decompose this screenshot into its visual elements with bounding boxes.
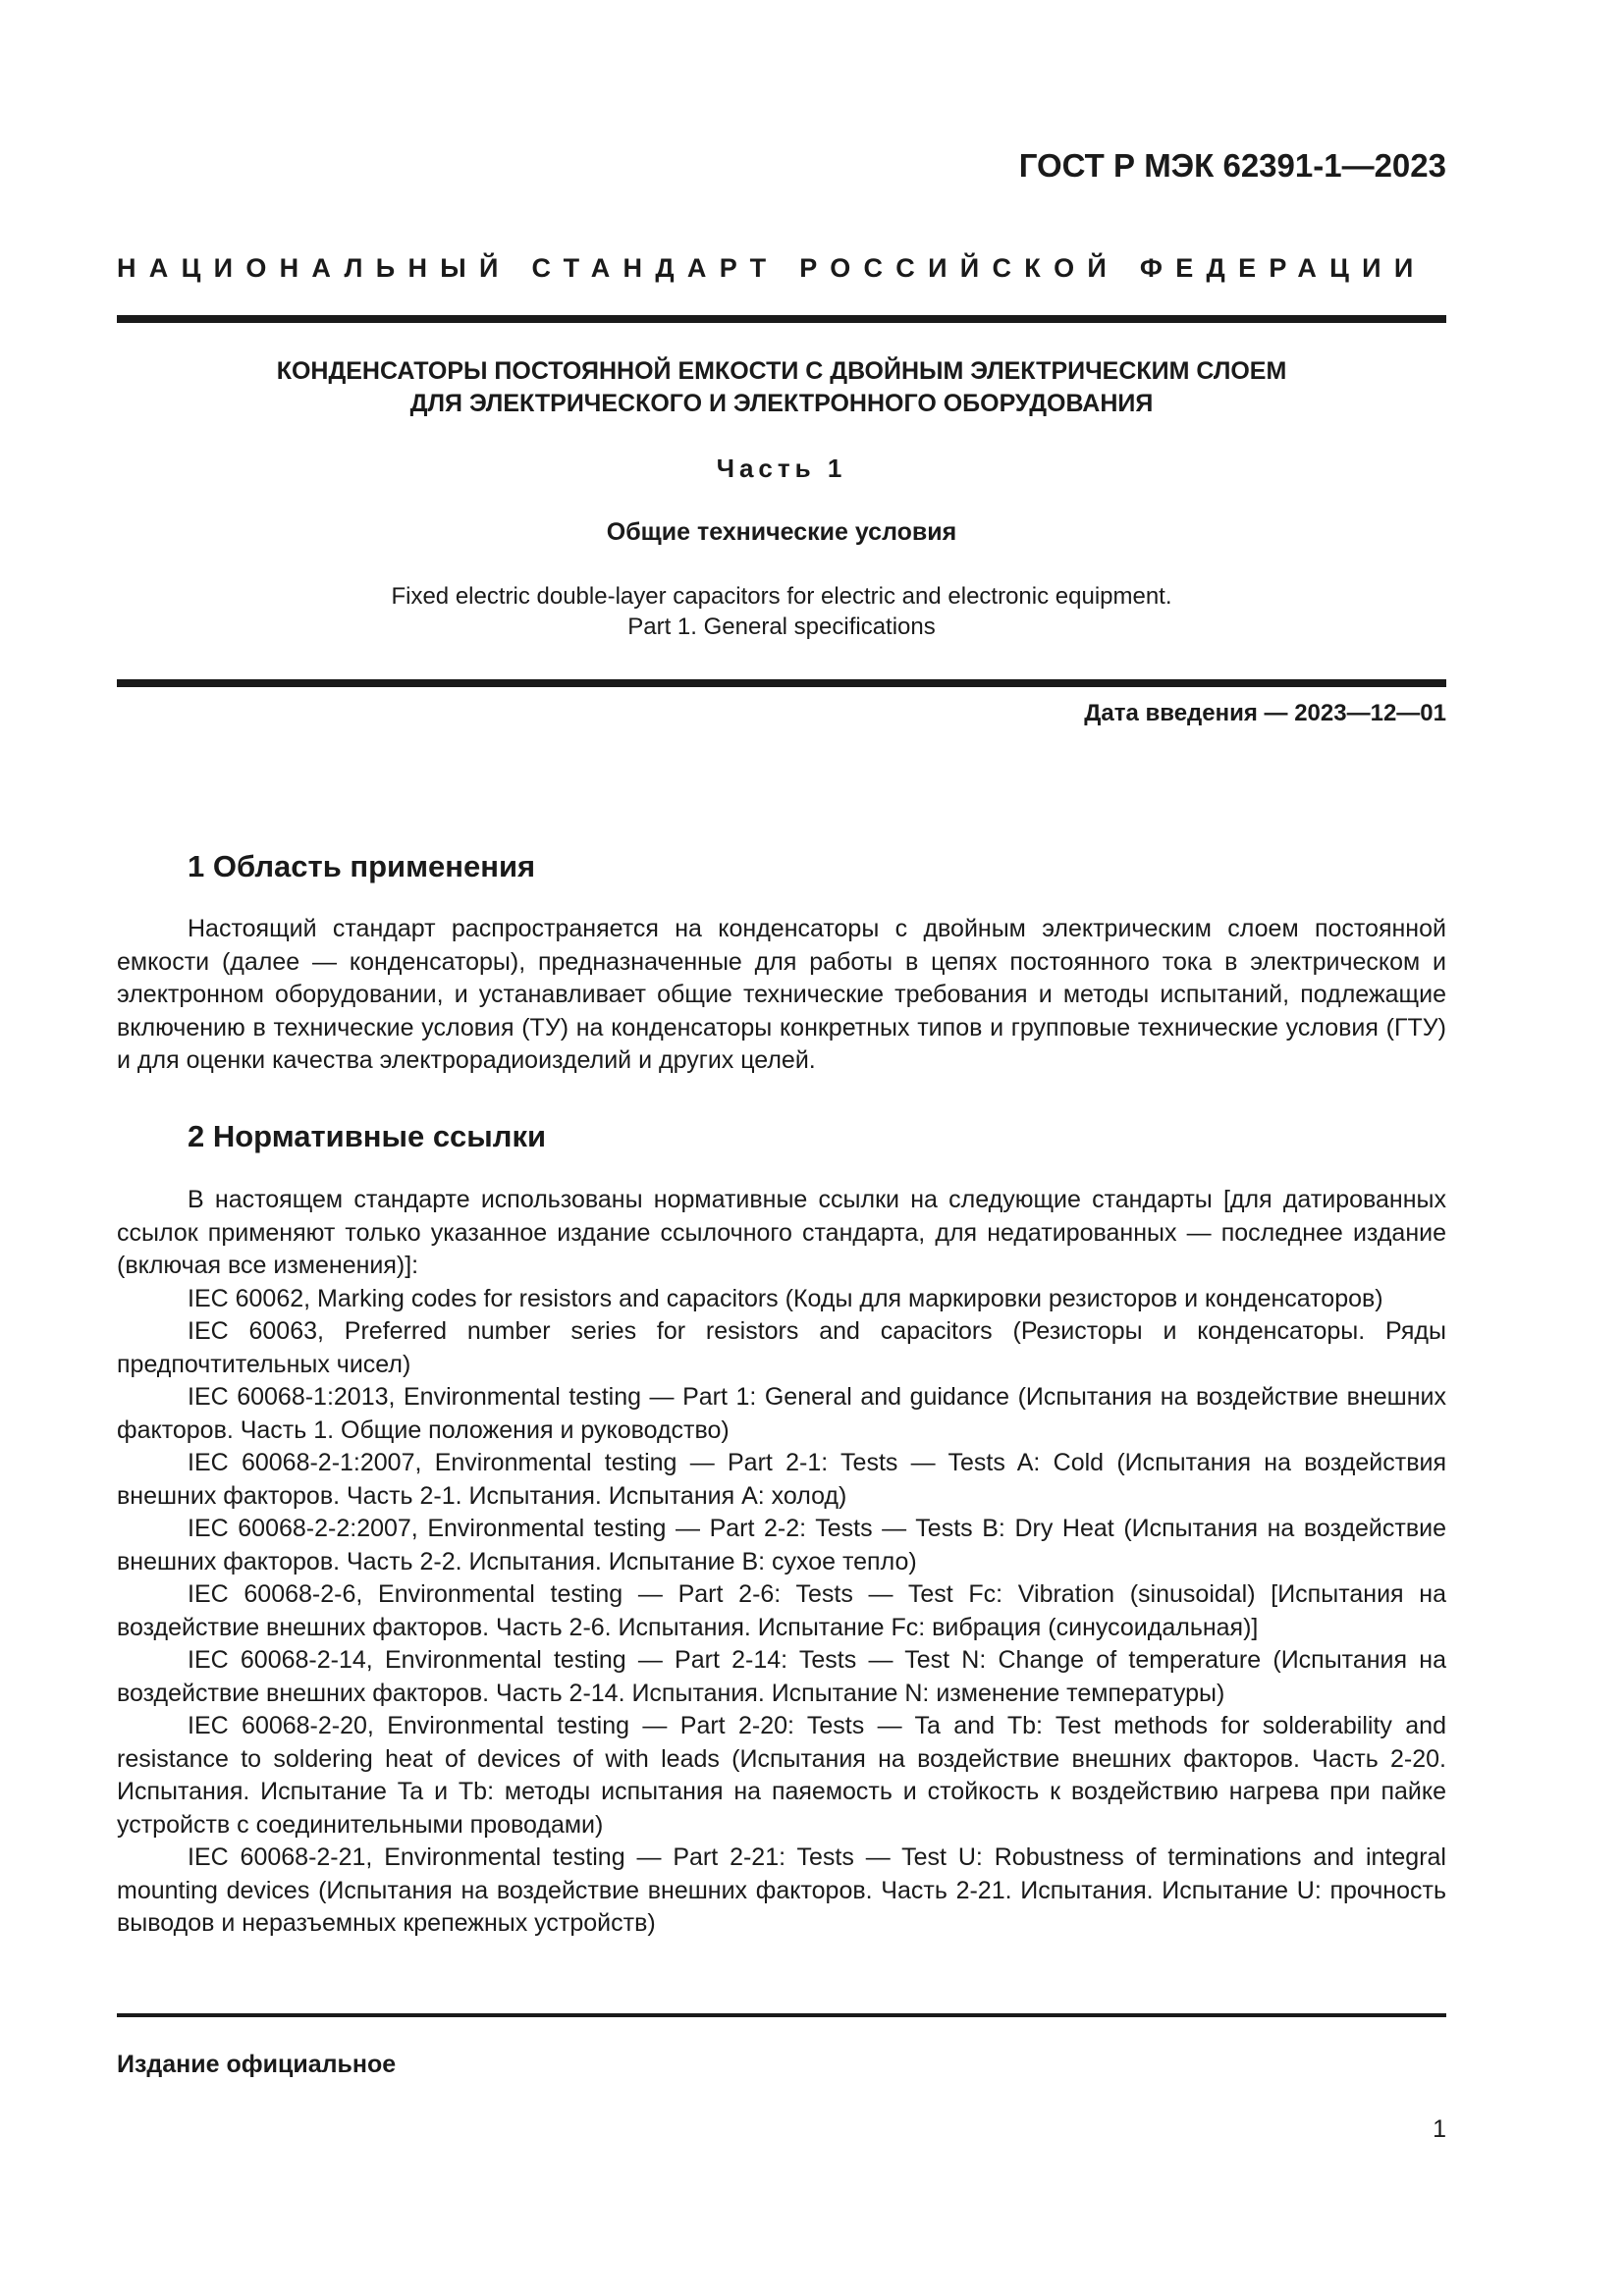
normative-references: [117, 1184, 1446, 1941]
top-divider: [117, 315, 1446, 323]
reference-item: IEC 60068-2-2:2007, Environmental testing — Part 2-2: Tests — Tests B: Dry Heat (Испытания на воздействие внешних факторов. Часть 2-2. Испытания. Испытание В: сухое тепло): [117, 1515, 1446, 1575]
part-label: Часть 1: [716, 454, 847, 483]
document-title: [117, 355, 1446, 420]
reference-item: IEC 60063, Preferred number series for resistors and capacitors (Резисторы и конденсаторы. Ряды предпочтительных чисел): [117, 1317, 1446, 1378]
reference-item: IEC 60068-2-14, Environmental testing — Part 2-14: Tests — Test N: Change of temperature (Испытания на воздействие внешних факторов. Часть 2-14. Испытания. Испытание N: изменение температуры): [117, 1646, 1446, 1707]
document-subtitle: Общие технические условия: [606, 518, 957, 546]
reference-item: IEC 60068-2-20, Environmental testing — Part 2-20: Tests — Ta and Tb: Test methods for solderability and resistance to soldering heat of devices of with leads (Испытания на воздействие внешних факторов. Часть 2-20. Испытания. Испытание Ta и Tb: методы испытания на паяемость и стойкость к воздействию нагрева при пайке устройств с соединительными проводами): [117, 1712, 1446, 1839]
title-line-2: ДЛЯ ЭЛЕКТРИЧЕСКОГО И ЭЛЕКТРОННОГО ОБОРУДОВАНИЯ: [409, 390, 1154, 417]
reference-item: IEC 60068-1:2013, Environmental testing — Part 1: General and guidance (Испытания на воздействие внешних факторов. Часть 1. Общие положения и руководство): [117, 1383, 1446, 1444]
section-1-heading: 1 Область применения: [188, 849, 536, 883]
introduction-date: Дата введения — 2023—12—01: [1084, 700, 1446, 726]
title-line-1: КОНДЕНСАТОРЫ ПОСТОЯННОЙ ЕМКОСТИ С ДВОЙНЫМ ЭЛЕКТРИЧЕСКИМ СЛОЕМ: [276, 357, 1287, 385]
national-standard-banner: НАЦИОНАЛЬНЫЙ СТАНДАРТ РОССИЙСКОЙ ФЕДЕРАЦИИ: [117, 253, 1427, 283]
official-edition-label: Издание официальное: [117, 2051, 397, 2078]
references-intro: В настоящем стандарте использованы нормативные ссылки на следующие стандарты [для датированных ссылок применяют только указанное издание ссылочного стандарта, для недатированных — последнее издание (включая все изменения)]:: [117, 1186, 1446, 1279]
reference-item: IEC 60068-2-6, Environmental testing — Part 2-6: Tests — Test Fc: Vibration (sinusoidal) [Испытания на воздействие внешних факторов. Часть 2-6. Испытания. Испытание Fc: вибрация (синусоидальная)]: [117, 1580, 1446, 1641]
section-2-heading: 2 Нормативные ссылки: [188, 1119, 547, 1153]
section-1-text: Настоящий стандарт распространяется на конденсаторы с двойным электрическим слоем постоянной емкости (далее — конденсаторы), предназначенные для работы в цепях постоянного тока в электрическом и электронном оборудовании, и устанавливает общие технические требования и методы испытаний, подлежащие включению в технические условия (ТУ) на конденсаторы конкретных типов и групповые технические условия (ГТУ) и для оценки качества электрорадиоизделий и других целей.: [117, 915, 1446, 1074]
reference-item: IEC 60068-2-1:2007, Environmental testing — Part 2-1: Tests — Tests A: Cold (Испытания на воздействия внешних факторов. Часть 2-1. Испытания. Испытания А: холод): [117, 1449, 1446, 1510]
middle-divider: [117, 679, 1446, 687]
english-title-line-1: Fixed electric double-layer capacitors for electric and electronic equipment.: [391, 583, 1172, 610]
reference-item: IEC 60068-2-21, Environmental testing — Part 2-21: Tests — Test U: Robustness of terminations and integral mounting devices (Испытания на воздействие внешних факторов. Часть 2-21. Испытания. Испытание U: прочность выводов и неразъемных крепежных устройств): [117, 1843, 1446, 1937]
page-number: 1: [1433, 2115, 1446, 2143]
standard-code: ГОСТ Р МЭК 62391-1—2023: [1018, 147, 1446, 184]
footer-divider: [117, 2013, 1446, 2017]
reference-item: IEC 60062, Marking codes for resistors and capacitors (Коды для маркировки резисторов и конденсаторов): [188, 1284, 1383, 1312]
english-title-line-2: Part 1. General specifications: [627, 614, 936, 640]
english-title: [117, 581, 1446, 642]
